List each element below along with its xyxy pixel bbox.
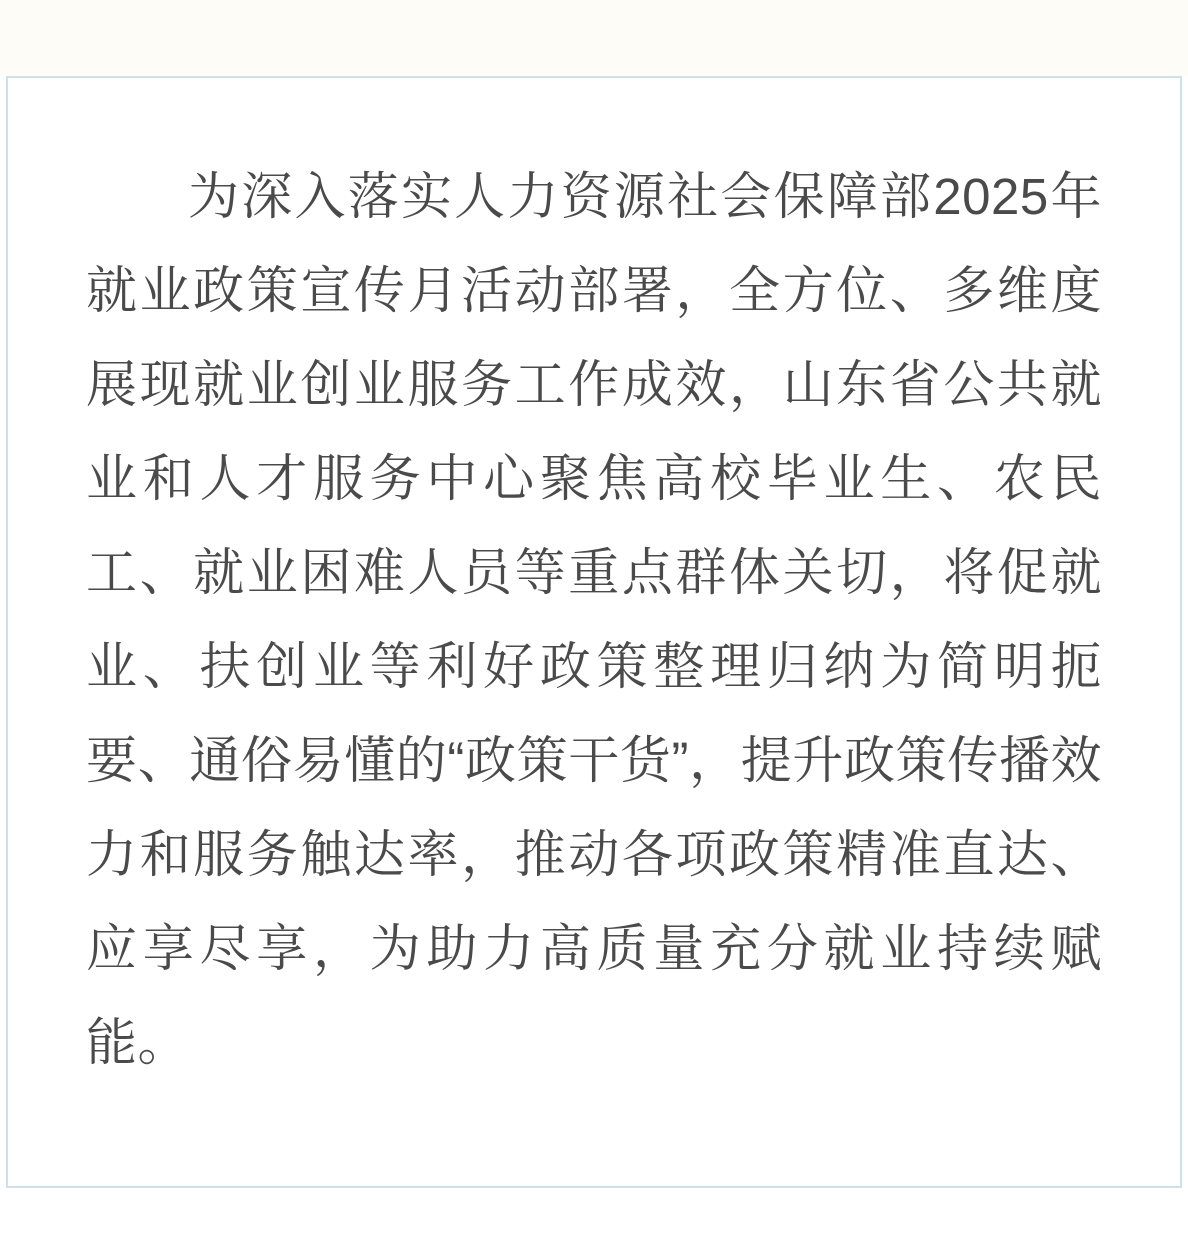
- content-card-inner: [8, 78, 1180, 1186]
- content-card: [6, 76, 1182, 1188]
- body-paragraph: 为深入落实人力资源社会保障部2025年就业政策宣传月活动部署，全方位、多维度展现就业创业服务工作成效，山东省公共就业和人才服务中心聚焦高校毕业生、农民工、就业困难人员等重点群体关切，将促就业、扶创业等利好政策整理归纳为简明扼要、通俗易懂的“政策干货”，提升政策传播效力和服务触达率，推动各项政策精准直达、应享尽享，为助力高质量充分就业持续赋能。: [86, 168, 1102, 1071]
- top-margin-strip: [0, 0, 1188, 76]
- bottom-margin-strip: [0, 1188, 1188, 1237]
